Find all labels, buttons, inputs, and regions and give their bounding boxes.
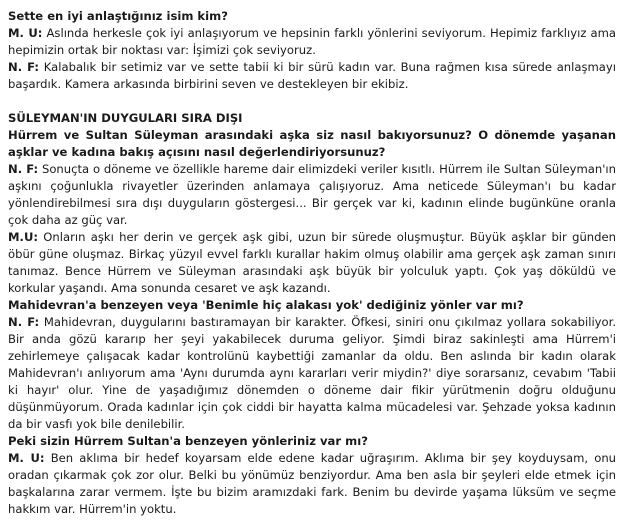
question-love-story: Hürrem ve Sultan Süleyman arasındaki aşka siz nasıl bakıyorsunuz? O dönemde yaşanan aşklar ve kadına bakış açısını nasıl değerlendiriyorsunuz? [8,128,616,159]
question-favorite-castmate: Sette en iyi anlaştığınız isim kim? [8,9,228,23]
answer-mu-castmate [8,25,616,59]
speaker-label: N. F: [8,60,40,74]
section-heading: SÜLEYMAN'IN DUYGULARI SIRA DIŞI [8,111,243,125]
speaker-label: M. U: [8,26,43,40]
answer-text: Mahidevran, duygularını bastıramayan bir karakter. Öfkesi, siniri onu çıkılmaz yollara sokabiliyor. Bir anda gözü kararıp her şeyi yakabilecek duruma geliyor. Şimdi biraz sakinleşti ama Hürrem'i zehirlemeye çalışacak kadar kontrolünü kaybettiği zamanlar da oldu. Ben aslında bir kadın olarak Mahidevran'ı anlıyorum ama 'Aynı durumda aynı kararları verir miydin?' diye sorarsanız, cevabım 'Tabii ki hayır' olur. Yine de yaşadığımız dönemden o döneme dair fikir yürütmenin doğru olduğunu düşünmüyorum. Orada kadınlar için çok ciddi bir hayatta kalma mücadelesi var. Şehzade yoksa kadının da bir vasfı yok bile denilebilir. [8,315,617,431]
answer-text: Kalabalık bir setimiz var ve sette tabii ki bir sürü kadın var. Buna rağmen kısa sürede anlaşmayı başardık. Kamera arkasında birbirini seven ve destekleyen bir ekibiz. [8,60,616,91]
answer-nf-castmate [8,59,616,93]
answer-nf-mahidevran [8,314,616,433]
section-spacer [8,93,616,110]
interview-article [8,8,616,518]
answer-nf-love-story [8,161,616,229]
answer-mu-love-story [8,229,616,297]
speaker-label: N. F: [8,162,39,176]
answer-text: Aslında herkesle çok iyi anlaşıyorum ve hepsinin farklı yönlerini seviyorum. Hepimiz farklıyız ama hepimizin ortak bir noktası var: İşimizi çok seviyoruz. [8,26,616,57]
answer-mu-hurrem-similarity [8,450,616,518]
speaker-label: N. F: [8,315,40,329]
question-mahidevran: Mahidevran'a benzeyen veya 'Benimle hiç alakası yok' dediğiniz yönler var mı? [8,298,524,312]
speaker-label: M. U: [8,451,45,465]
question-hurrem-similarity: Peki sizin Hürrem Sultan'a benzeyen yönleriniz var mı? [8,434,368,448]
answer-text: Ben aklıma bir hedef koyarsam elde edene kadar uğraşırım. Aklıma bir şey koyduysam, onu oradan çıkarmak çok zor olur. Belki bu yönümüz benziyordur. Ama ben asla bir şeyleri elde etmek için başkalarına zarar vermem. İşte bu bizim aramızdaki fark. Benim bu devirde yaşama lüksüm ve seçme hakkım var. Hürrem'in yoktu. [8,451,617,516]
answer-text: Sonuçta o döneme ve özellikle hareme dair elimizdeki veriler kısıtlı. Hürrem ile Sultan Süleyman'ın aşkını çoğunlukla rivayetler üzerinden anlamaya çalışıyoruz. Ama neticede Süleyman'ı bu kadar yönlendirebilmesi sıra dışı duyguların göstergesi... Bir gerçek var ki, kadının elinde bugünküne oranla çok daha az güç var. [8,162,616,227]
speaker-label: M.U: [8,230,38,244]
answer-text: Onların aşkı her derin ve gerçek aşk gibi, uzun bir sürede oluşmuştur. Büyük aşklar bir günden öbür güne oluşmaz. Birkaç yüzyıl evvel farklı kurallar hakim olmuş olabilir ama gerçek aşk zaman sınırı tanımaz. Bence Hürrem ve Süleyman arasındaki aşk büyük bir yolculuk yaptı. Çok yaş döküldü ve korkular yaşandı. Ama sonunda cesaret ve aşk kazandı. [8,230,616,295]
